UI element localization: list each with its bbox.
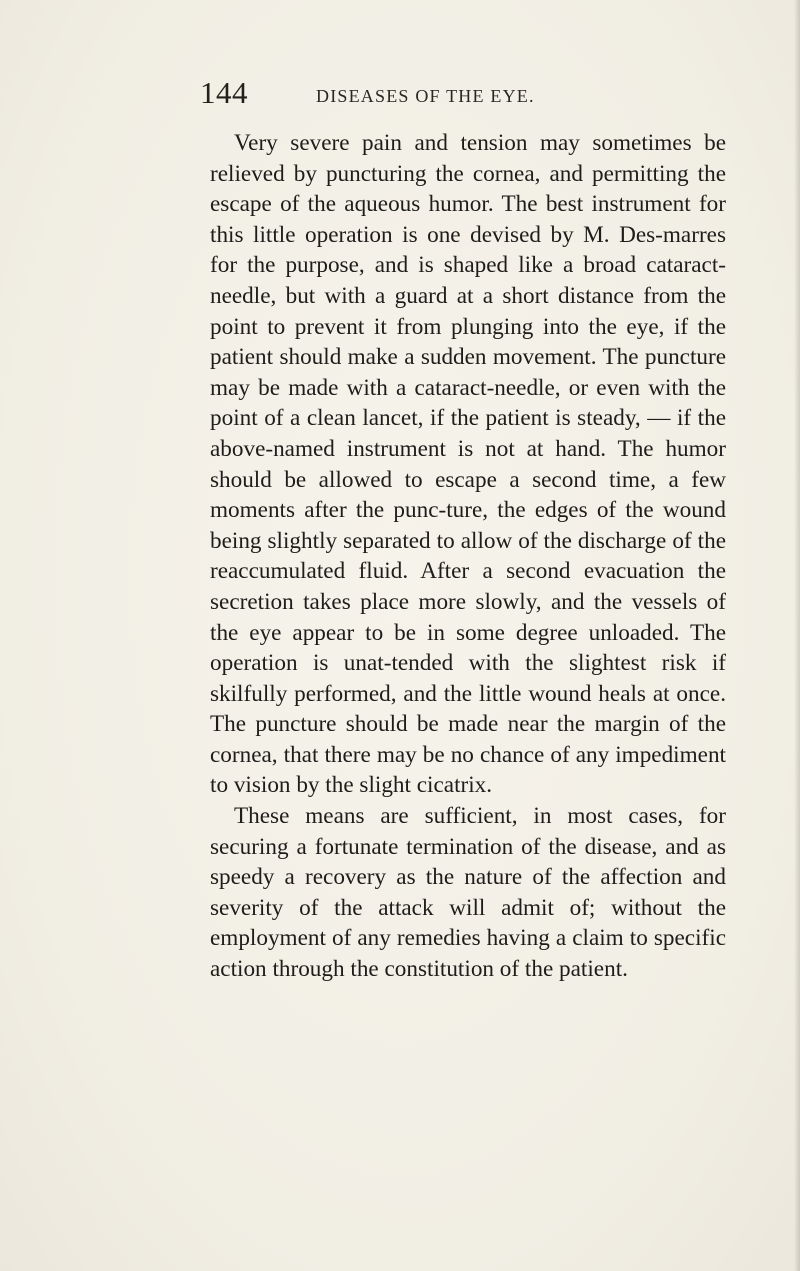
page-number: 144	[200, 75, 248, 110]
paragraph-2: These means are sufficient, in most cases, for securing a fortunate termination of the disease, and as speedy a recovery as the nature of the affection and severity of the attack will admit of; without the employment of any remedies having a claim to specific action through the constitution of the patient.	[210, 803, 726, 983]
running-head	[200, 76, 800, 116]
running-title: DISEASES OF THE EYE.	[316, 86, 535, 106]
body-text	[210, 128, 726, 985]
page-edge-shadow	[794, 0, 800, 1271]
paragraph-1: Very severe pain and tension may sometimes be relieved by puncturing the cornea, and permitting the escape of the aqueous humor. The best instrument for this little operation is one devised by M. Des-marres for the purpose, and is shaped like a broad cataract-needle, but with a guard at a short distance from the point to prevent it from plunging into the eye, if the patient should make a sudden movement. The puncture may be made with a cataract-needle, or even with the point of a clean lancet, if the patient is steady, — if the above-named instrument is not at hand. The humor should be allowed to escape a second time, a few moments after the punc-ture, the edges of the wound being slightly separated to allow of the discharge of the reaccumulated fluid. After a second evacuation the secretion takes place more slowly, and the vessels of the eye appear to be in some degree unloaded. The operation is unat-tended with the slightest risk if skilfully performed, and the little wound heals at once. The puncture should be made near the margin of the cornea, that there may be no chance of any impediment to vision by the slight cicatrix.	[210, 130, 726, 799]
